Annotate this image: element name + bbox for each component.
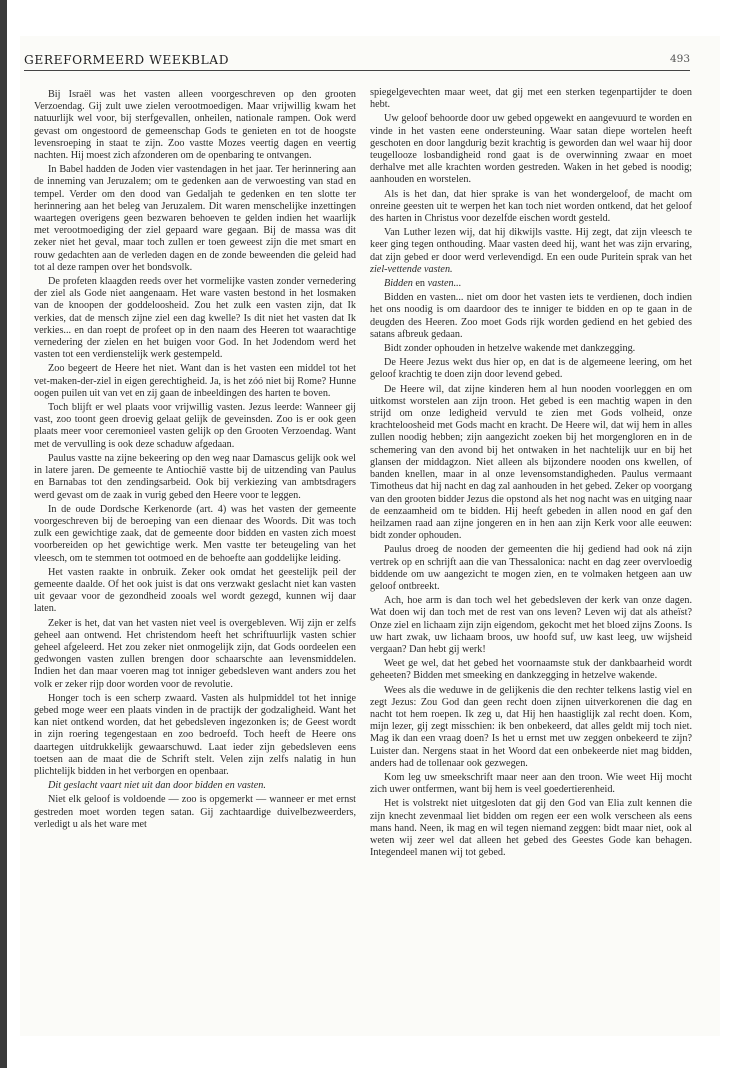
paragraph: Toch blijft er wel plaats voor vrijwillig vasten. Jezus leerde: Wanneer gij vast, zoo toont geen droevig gelaat gelijk de geveinsden. Zoo is er ook geen plaats meer voor ceremonieel vasten gelijk op den Grooten Verzoendag. Want met de vervulling is ook deze schaduw afgedaan. — [34, 402, 356, 450]
paragraph: Het vasten raakte in onbruik. Zeker ook omdat het geestelijk peil der gemeente daalde. Of het ook juist is dat ons verzwakt geslacht niet kan vasten uit gevaar voor de gezondheid zooals wel wordt gezegd, kunnen wij daar laten. — [34, 566, 356, 615]
italic-quote: Dit geslacht vaart niet uit dan door bidden en vasten. — [48, 780, 266, 792]
italic-word: vasten... — [427, 278, 462, 290]
paragraph: Ach, hoe arm is dan toch wel het gebedsleven der kerk van onze dagen. Wat doen wij dan toch met de rest van ons leven? Leven wij dat als atheïst? Onze ziel en lichaam zijn zijn eigendom, gekocht met het bloed zijns Zoons. Is uw hart zwak, uw lichaam broos, uw hoofd suf, uw kast leeg, uw wijsheid vergaan? Dan hebt gij werk! — [370, 595, 692, 655]
paragraph-continued: spiegelgevechten maar weet, dat gij met een sterken tegenpartijder te doen hebt. — [370, 87, 692, 111]
paragraph: Bidden en vasten... niet om door het vasten iets te verdienen, doch indien het ons noodig is om daardoor des te inniger te bidden en op te gaan in de deugden des Heeren. Zoo moet Gods rijk worden gediend en het gebied des satans afbreuk gedaan. — [370, 292, 692, 340]
paragraph: Uw geloof behoorde door uw gebed opgewekt en aangevuurd te worden en vinde in het vasten eene ondersteuning. Waar satan diepe wortelen heeft geschoten en door langdurig bezit krachtig is geworden dan wel waar hij door teugellooze losbandigheid rond gaat is de overwinning zwaar en moet derhalve met alle krachten worden gestreden. Waken in het gebed is noodig; aanhouden en worstelen. — [370, 113, 692, 186]
paragraph: Paulus vastte na zijne bekeering op den weg naar Damascus gelijk ook wel in latere jaren. De gemeente te Antiochië vastte bij de uitzending van Paulus en Barnabas tot den zendingsarbeid. Ook bij verkiezing van ambtsdragers werd gevast om de zaak in vurig gebed den Heere voor te leggen. — [34, 452, 356, 501]
paragraph: Niet elk geloof is voldoende — zoo is opgemerkt — wanneer er met ernst gestreden moet worden tegen satan. Gij zachtaardige duivelbezweerders, verledigt u als het ware met — [34, 794, 356, 830]
page-header — [24, 53, 690, 69]
paragraph: In Babel hadden de Joden vier vastendagen in het jaar. Ter herinnering aan de inneming van Jeruzalem; om te gedenken aan de verwoesting van stad en tempel. Verder om den dood van Gedaljah te gedenken en ten slotte ter herinnering aan het beleg van Jeruzalem. Dit waren menschelijke inzettingen waartegen overigens geen bezwaren behoeven te gelden indien het waarlijk met verootmoediging der ziel gepaard ware gegaan. Bij de massa was dit zeker niet het geval, maar toch zullen er toen geweest zijn die met smart en rouw gedachten aan de verleden dagen en de zonde beweenden die geleid had tot al deze rampen over het bondsvolk. — [34, 164, 356, 273]
paragraph: De Heere wil, dat zijne kinderen hem al hun nooden voorleggen en om uitkomst worstelen aan zijn troon. Het gebed is een machtig wapen in den strijd om onze ledigheid vervuld te zien met Gods volheid, onze krachteloosheid met Gods macht en kracht. De Heere wil, dat wij hem in alles zullen noodig hebben; zijn aangezicht zoeken bij het morgengloren en in de schemering van den avond bij het ontwaken in het nachtelijk uur en bij het glansen der middagzon. Niet alleen als bijzondere nooden ons kwellen, of banden knellen, maar in al onze levensomstandigheden. Paulus vermaant Timotheus dat hij nacht en dag zal aanhouden in het gebed. Zeker op voorgang van den grooten bidder Jezus die opstond als het nog nacht was en uitging naar de eenzaamheid om te bidden. Hij heeft gebeden in allen nood en gaf den heilzamen raad aan zijne jongeren en in hen aan zijn Kerk voor alle eeuwen: bidt zonder ophouden. — [370, 383, 692, 542]
paragraph: Honger toch is een scherp zwaard. Vasten als hulpmiddel tot het innige gebed moge weer een plaats vinden in de practijk der godzaligheid. Want het kan niet ontkend worden, dat het gebedsleven ingezonken is; de Geest wordt in zijn roering tegengestaan en zoo bedroefd. Toch heeft de Heere ons daartegen uitdrukkelijk gewaarschuwd. Laat ieder zijn gebedsleven eens toetsen aan de maat die de Schrift stelt. Velen zijn zelfs nalatig in hun plichtelijk bidden in het verborgen en openbaar. — [34, 692, 356, 777]
paragraph: Zoo begeert de Heere het niet. Want dan is het vasten een middel tot het vet-maken-der-ziel in eigen gerechtigheid. Ja, is het zóó niet bij Rome? Hunne oogen puilen uit van vet en zij gaan de inbeeldingen des harten te boven. — [34, 363, 356, 399]
book-binding-edge — [0, 0, 7, 1068]
right-column — [370, 87, 692, 1017]
left-column — [34, 89, 356, 1019]
paragraph: De Heere Jezus wekt dus hier op, en dat is de algemeene leering, om het geloof krachtig te doen zijn door levend gebed. — [370, 357, 692, 381]
paragraph: Kom leg uw smeekschrift maar neer aan den troon. Wie weet Hij mocht zich uwer ontfermen, want bij hem is veel goedertierenheid. — [370, 771, 692, 796]
page-number: 493 — [669, 53, 690, 65]
paragraph: Zeker is het, dat van het vasten niet veel is overgebleven. Wij zijn er zelfs geheel aan ontwend. Het christendom heeft het schriftuurlijk vasten schier geheel afgeleerd. Het zou zeker niet onmogelijk zijn, dat Gods oordeelen een gedwongen vasten zullen brengen door schaarschte aan levensmiddelen. Indien het dan maar voeren mag tot inniger gebedsleven want anders zou het volk er zeker rijp door worden voor de revolutie. — [34, 617, 356, 690]
header-rule — [24, 70, 690, 71]
paragraph — [370, 227, 692, 276]
paragraph: Paulus droeg de nooden der gemeenten die hij gediend had ook ná zijn vertrek op en schrijft aan die van Thessalonica: nacht en dag zeer overvloedig biddende om uw aangezicht te mogen zien, en te volmaken hetgeen aan uw geloof ontbreekt. — [370, 544, 692, 592]
paragraph-text: Van Luther lezen wij, dat hij dikwijls vastte. Hij zegt, dat zijn vleesch te keer ging tegen onthouding. Maar vasten deed hij, want het was zijn ervaring, dat zijn gebed er door werd verlevendigd. En een oude Puritein sprak van het — [370, 227, 692, 263]
paragraph: Weet ge wel, dat het gebed het voornaamste stuk der dankbaarheid wordt geheeten? Bidden met smeeking en dankzegging in hetzelve wakende. — [370, 658, 692, 682]
paragraph — [370, 278, 692, 290]
italic-phrase: ziel-vettende vasten. — [370, 263, 453, 275]
italic-word: Bidden — [384, 278, 413, 290]
publication-title: GEREFORMEERD WEEKBLAD — [24, 53, 230, 67]
paragraph: Het is volstrekt niet uitgesloten dat gij den God van Elia zult kennen die zijn knecht zevenmaal liet bidden om regen eer een wolk verscheen als eens mans hand. Neen, ik mag en wil tegen niemand zeggen: bidt maar niet, ook al weten wij zeer wel dat alleen het gebed des Geestes Gode kan behagen. Integendeel manen wij tot gebed. — [370, 798, 692, 859]
paragraph: Bij Israël was het vasten alleen voorgeschreven op den grooten Verzoendag. Gij zult uwe zielen verootmoedigen. Maar vrijwillig kwam het natuurlijk wel voor, bij sterfgevallen, onheilen, nationale rampen. Ook werd gevast om ongestoord de gemeenschap Gods te genieten en tot de hoogste levensroeping in staat te zijn. Zoo vastte Mozes veertig dagen en veertig nachten. Hij moest zich afzonderen om de openbaring te ontvangen. — [34, 89, 356, 162]
paragraph: De profeten klaagden reeds over het vormelijke vasten zonder vernedering der ziel als Gode niet aangenaam. Het ware vasten bestond in het losmaken van de knoopen der goddeloosheid. Zou het zulk een vasten zijn, dat Ik verkies, dat de mensch zijne ziel een dag kwelle? Is dit niet het vasten dat Ik verkies... en dan roept de profeet op in den naam des Heeren tot waarachtige vernedering der zielen en het buigen voor God. In het Jodendom werd het vasten tot een verdienstelijk werk gestempeld. — [34, 276, 356, 361]
paragraph: Bidt zonder ophouden in hetzelve wakende met dankzegging. — [384, 343, 636, 355]
paragraph: Wees als die weduwe in de gelijkenis die den rechter telkens lastig viel en zegt Jezus: Zou God dan geen recht doen zijnen uitverkorenen die dag en nacht tot hem roepen. Ik zeg u, dat Hij hen haastiglijk zal recht doen. Kom, mijn lezer, gij zegt misschien: ik ben onbekeerd, dat alles geldt mij toch niet. Mag ik dan een vraag doen? Is het u ernst met uw zeggen onbekeerd te zijn? Luister dan. Nergens staat in het Woord dat een onbekeerde niet mag bidden, anders had de tollenaar ook gezwegen. — [370, 684, 692, 769]
paragraph: In de oude Dordsche Kerkenorde (art. 4) was het vasten der gemeente voorgeschreven bij de beroeping van een dienaar des Woords. Dit was toch zulk een gewichtige zaak, dat de gemeente door bidden en vasten zich moest voorbereiden op het gewichtige werk. Men vastte ter beteugeling van het vleesch, om te stemmen tot ootmoed en de behoefte aan goddelijke leiding. — [34, 503, 356, 564]
conjunction: en — [415, 278, 426, 290]
paragraph: Als is het dan, dat hier sprake is van het wondergeloof, de macht om onreine geesten uit te werpen het kan toch niet worden ontkend, dat het geloof des harten in Christus voor dezelfde eischen wordt gesteld. — [370, 188, 692, 225]
